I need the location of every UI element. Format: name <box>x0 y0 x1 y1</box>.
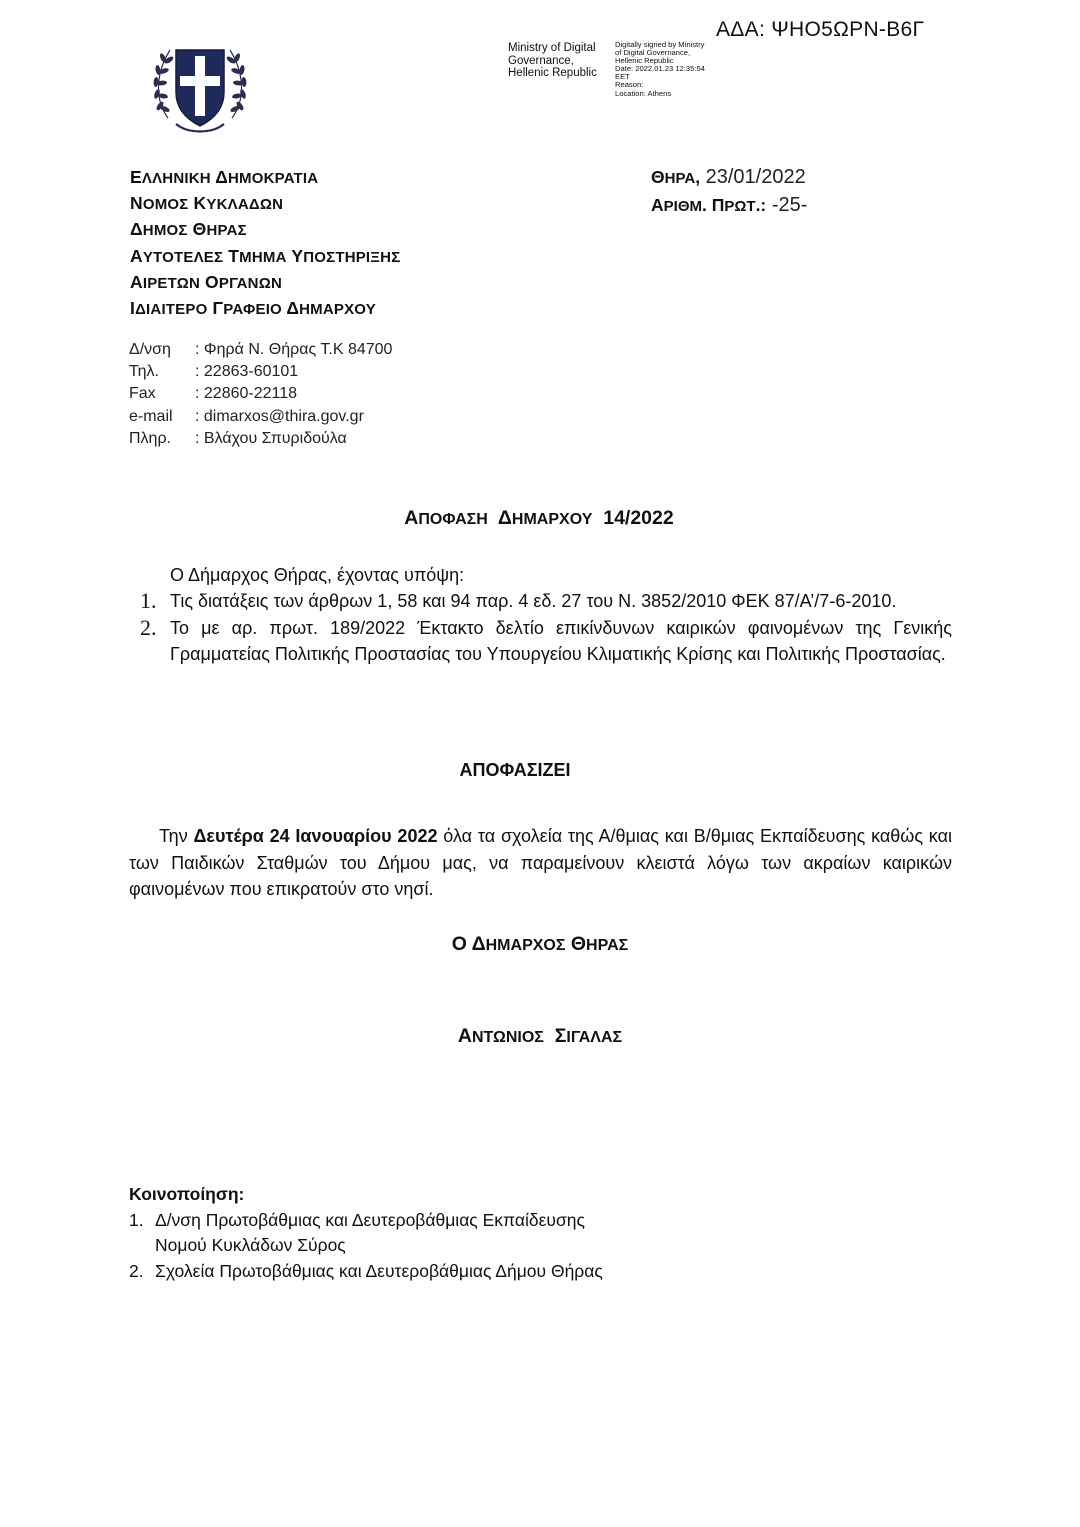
contact-value: : Φηρά Ν. Θήρας Τ.Κ 84700 <box>195 341 393 358</box>
contact-row <box>129 383 392 405</box>
list-item <box>129 1259 603 1285</box>
issuer-line <box>130 165 400 191</box>
issuer-cap: Υ <box>291 245 304 266</box>
signature-signer <box>508 42 597 80</box>
issuer-cap: Ν <box>130 193 143 214</box>
signature-detail-line: Location: Athens <box>615 88 672 98</box>
issuer-cap: Ο <box>205 271 219 292</box>
issuer-word: ΡΑΦΕΙΟ <box>223 301 282 319</box>
decision-text <box>129 823 952 903</box>
place-date <box>651 164 807 192</box>
contact-block <box>129 339 392 450</box>
decision-pre: Την <box>159 826 194 846</box>
notification-heading: Κοινοποίηση: <box>129 1184 245 1204</box>
list-item-number: 1. <box>140 588 157 613</box>
decides-heading: ΑΠΟΦΑΣΙΖΕΙ <box>459 760 571 780</box>
ada-code: ΑΔΑ: ΨΗΟ5ΩΡΝ-Β6Γ <box>716 18 925 41</box>
protocol-label: ΑΡΙΘΜ. ΠΡΩΤ.: <box>651 195 767 215</box>
protocol-cap: Α <box>651 195 664 215</box>
issuer-word: ΡΓΑΝΩΝ <box>218 274 282 292</box>
list-item-text: Το με αρ. πρωτ. 189/2022 Έκτακτο δελτίο επικίνδυνων καιρικών φαινομένων της Γενικής Γραμματείας Πολιτικής Προστασίας του Υπουργείου Κλιματικής Κρίσης και Πολιτικής Προστασίας. <box>170 617 952 664</box>
protocol-word: ΡΙΘΜ <box>663 198 702 215</box>
issuer-line <box>130 270 400 296</box>
signature-detail-line: EET <box>615 72 630 82</box>
issuer-line <box>130 296 400 322</box>
decision-title <box>0 507 1078 530</box>
protocol-value: -25- <box>771 194 808 216</box>
contact-label: Πληρ. <box>129 429 171 447</box>
list-item-text: Δ/νση Πρωτοβάθμιας και Δευτεροβάθμιας Εκπαίδευσης <box>155 1209 585 1230</box>
decision-number: 14/2022 <box>603 507 674 529</box>
signature-signer-line: Ministry of Digital <box>508 42 596 54</box>
mayor-title-word: ΗΜΑΡΧΟΣ <box>485 937 566 954</box>
mayor-title-word: ΗΡΑΣ <box>586 937 629 954</box>
contact-value: : dimarxos@thira.gov.gr <box>195 407 364 425</box>
issuer-word: ΗΡΑΣ <box>206 222 247 240</box>
issuer-word: ΛΛΗΝΙΚΗ <box>141 170 211 187</box>
issuer-word: ΥΚΛΑΔΩΝ <box>206 196 284 214</box>
issuer-cap: Δ <box>215 167 228 187</box>
issuer-cap: Α <box>130 271 143 292</box>
considerations-list <box>140 588 952 668</box>
issuer-line <box>130 217 400 243</box>
mayor-name-word: ΝΤΩΝΙΟΣ <box>471 1029 544 1046</box>
issuer-cap: Ι <box>130 298 136 319</box>
issuer-header <box>130 165 400 322</box>
mayor-name <box>0 1025 1080 1048</box>
mayor-title <box>0 933 1080 956</box>
protocol-cap: Π <box>711 195 725 215</box>
issuer-cap: Κ <box>193 193 207 214</box>
issuer-cap: Α <box>130 245 143 266</box>
place-suffix: , <box>695 167 701 187</box>
contact-label: Fax <box>129 385 156 403</box>
list-item-number: 1. <box>129 1209 144 1230</box>
protocol-number <box>651 192 807 220</box>
title-cap: Α <box>404 507 419 529</box>
issuer-word: ΔΙΑΙΤΕΡΟ <box>135 301 208 319</box>
contact-row <box>129 428 392 450</box>
issuer-word: ΙΡΕΤΩΝ <box>142 274 200 292</box>
issuer-word: ΟΜΟΣ <box>142 196 189 214</box>
list-item-text: Σχολεία Πρωτοβάθμιας και Δευτεροβάθμιας Δήμου Θήρας <box>155 1260 603 1281</box>
place-cap: Θ <box>651 167 665 187</box>
decision-post: όλα τα σχολεία της Α/θμιας και Β/θμιας Εκπαίδευσης καθώς και των Παιδικών Σταθμών του Δήμου μας, να παραμείνουν κλειστά λόγω των ακραίων καιρικών φαινομένων που επικρατούν στο νησί. <box>129 826 952 899</box>
notification-list <box>129 1182 603 1284</box>
contact-label: Δ/νση <box>129 341 171 358</box>
issuer-line <box>130 191 400 217</box>
contact-row <box>129 361 392 383</box>
issuer-word: ΗΜΑΡΧΟΥ <box>299 301 376 319</box>
list-item-number: 2. <box>129 1260 144 1281</box>
list-item-text: Τις διατάξεις των άρθρων 1, 58 και 94 παρ. 4 εδ. 27 του Ν. 3852/2010 ΦΕΚ 87/Α’/7-6-2010. <box>170 591 897 611</box>
decision-date: Δευτέρα 24 Ιανουαρίου 2022 <box>193 826 438 846</box>
place-label <box>651 167 700 187</box>
contact-row <box>129 339 392 361</box>
mayor-name-cap: Σ <box>554 1025 567 1047</box>
contact-value: : 22860-22118 <box>195 385 298 403</box>
list-item <box>129 1208 603 1234</box>
issuer-word: ΗΜΟΣ <box>142 222 188 240</box>
issuer-cap: Δ <box>130 219 143 240</box>
contact-label: Τηλ. <box>129 363 159 381</box>
issuer-word: ΠΟΣΤΗΡΙΞΗΣ <box>303 248 401 266</box>
signature-detail-line: of Digital Governance, <box>615 48 691 58</box>
list-item-number: 2. <box>140 614 157 640</box>
list-item <box>140 588 952 615</box>
signature-signer-line: Hellenic Republic <box>508 67 597 80</box>
issuer-line <box>130 244 400 270</box>
mayor-title-cap: Ο <box>451 933 467 955</box>
issuer-cap: Τ <box>228 245 240 266</box>
list-item <box>140 615 952 668</box>
greek-coat-of-arms-icon <box>150 36 250 138</box>
contact-label: e-mail <box>129 407 173 425</box>
mayor-name-word: ΙΓΑΛΑΣ <box>566 1029 623 1046</box>
contact-value: : Βλάχου Σπυριδούλα <box>195 429 347 447</box>
issuer-cap: Ε <box>130 167 142 187</box>
contact-row <box>129 406 392 428</box>
protocol-word: ΡΩΤ <box>724 198 756 215</box>
signature-detail-line: Reason: <box>615 80 644 90</box>
document-date: 23/01/2022 <box>705 166 806 188</box>
signature-detail-line: Date: 2022.01.23 12:35:54 <box>615 64 705 74</box>
issuer-cap: Γ <box>212 298 224 319</box>
issuer-word: ΜΗΜΑ <box>239 248 287 266</box>
title-word: ΠΟΦΑΣΗ <box>418 511 488 528</box>
issuer-word: ΗΜΟΚΡΑΤΙΑ <box>228 170 319 187</box>
document-meta <box>651 164 807 220</box>
mayor-title-cap: Θ <box>570 933 587 955</box>
issuer-cap: Θ <box>192 219 207 240</box>
mayor-title-cap: Δ <box>471 933 486 955</box>
intro-text: Ο Δήμαρχος Θήρας, έχοντας υπόψη: <box>170 565 465 585</box>
signature-detail-line: Digitally signed by Ministry <box>615 40 705 49</box>
signature-signer-line: Governance, <box>508 54 574 67</box>
mayor-name-cap: Α <box>457 1025 472 1047</box>
protocol-suffix: .: <box>755 195 767 215</box>
title-cap: Δ <box>497 507 512 529</box>
contact-value: : 22863-60101 <box>195 363 299 381</box>
place-word: ΗΡΑ <box>664 170 696 187</box>
title-word: ΗΜΑΡΧΟΥ <box>511 511 593 528</box>
issuer-word: ΥΤΟΤΕΛΕΣ <box>142 248 224 266</box>
issuer-cap: Δ <box>286 298 300 319</box>
list-item-continuation <box>129 1233 603 1259</box>
signature-detail-line: Hellenic Republic <box>615 56 674 66</box>
signature-details <box>615 41 705 98</box>
list-item-text: Νομού Κυκλάδων Σύρος <box>155 1235 346 1255</box>
